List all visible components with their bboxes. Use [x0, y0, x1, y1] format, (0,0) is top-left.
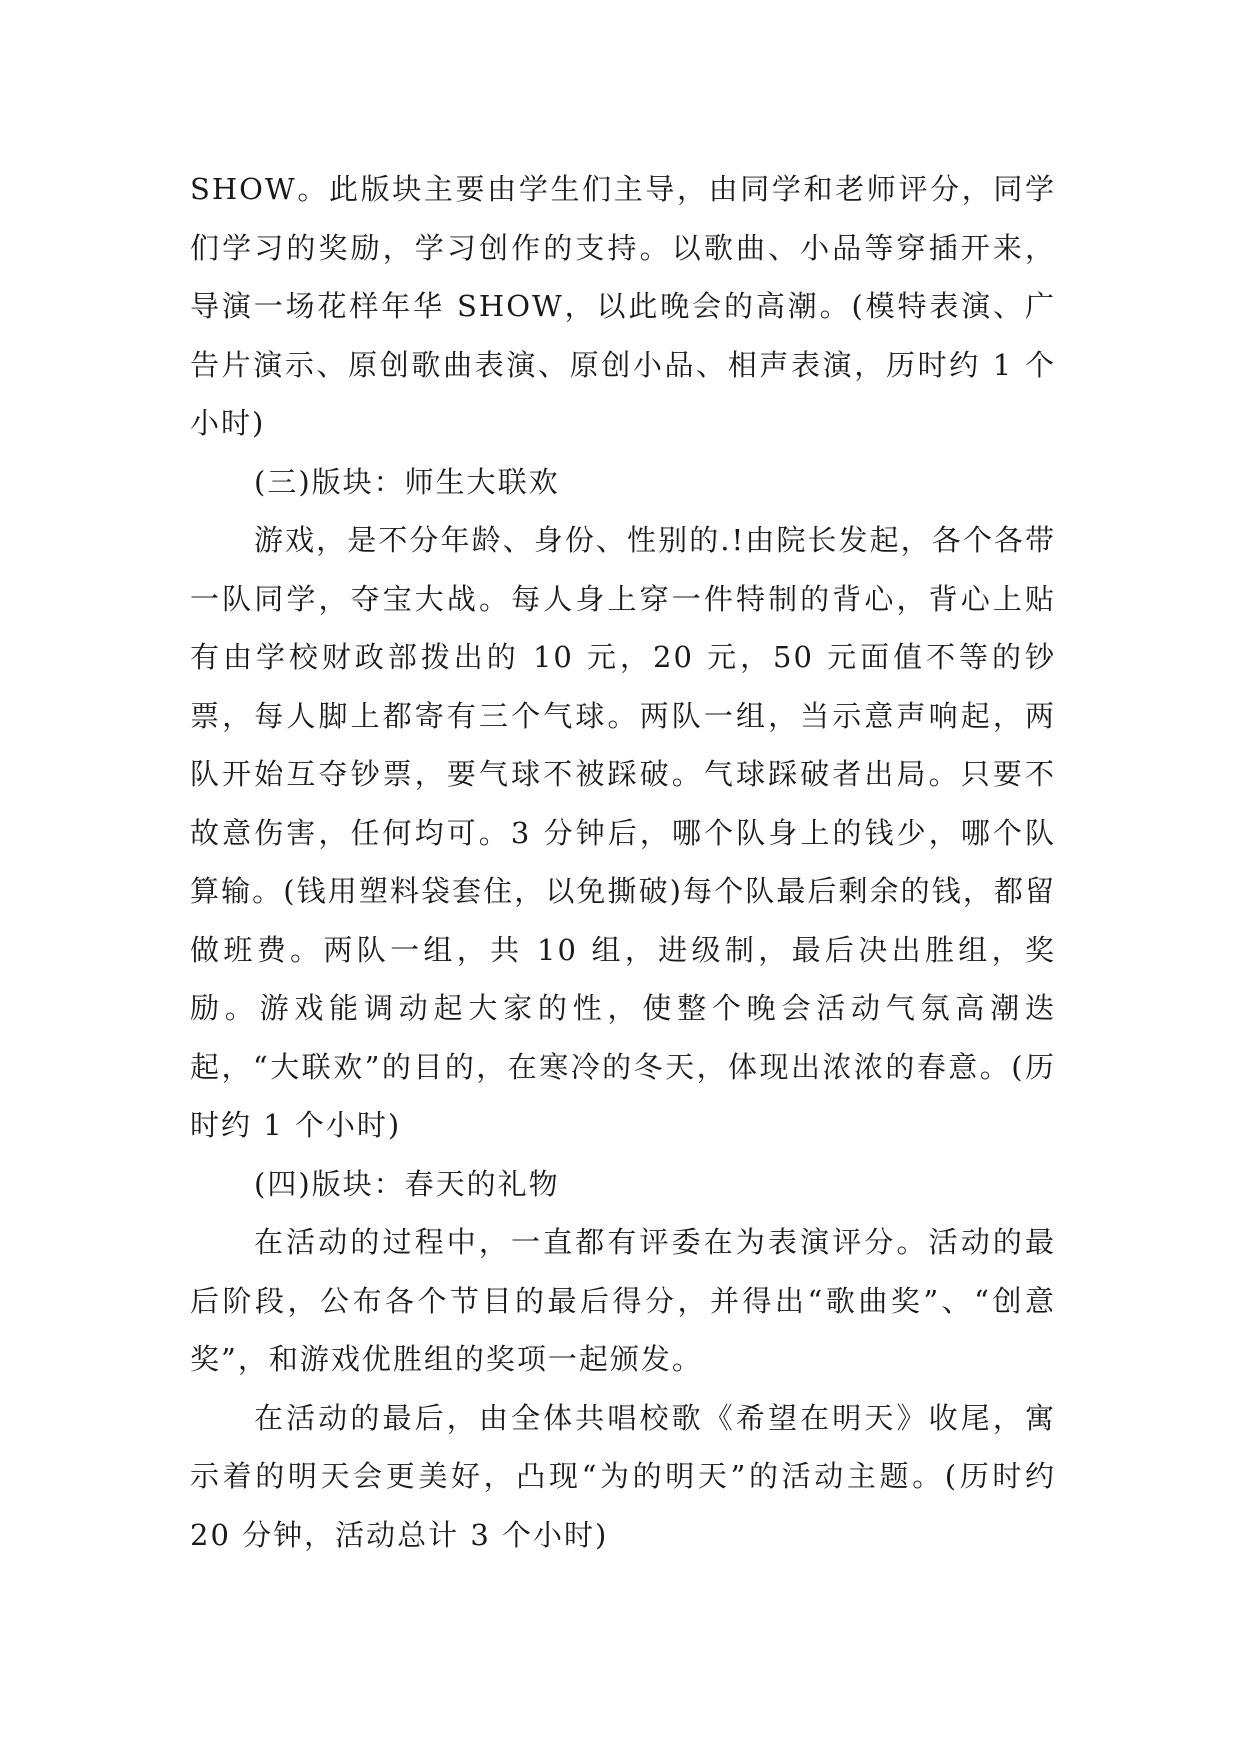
section-heading-teacher-student-party: (三)版块：师生大联欢	[254, 464, 560, 499]
paragraph-game-description: 游戏，是不分年龄、身份、性别的.!由院长发起，各个各带一队同学，夺宝大战。每人身上穿一件特制的背心，背心上贴有由学校财政部拨出的 10 元，20 元，50 元面值不等的钞票，每人脚上都寄有三个气球。两队一组，当示意声响起，两队开始互夺钞票，要气球不被踩破。气球踩破者出局。只要不故意伤害，任何均可。3 分钟后，哪个队身上的钱少，哪个队算输。(钱用塑料袋套住，以免撕破)每个队最后剩余的钱，都留做班费。两队一组，共 10 组，进级制，最后决出胜组，奖励。游戏能调动起大家的性，使整个晚会活动气氛高潮迭起，“大联欢”的目的，在寒冷的冬天，体现出浓浓的春意。(历时约 1 个小时)	[190, 523, 1056, 1142]
document-page	[190, 160, 1056, 1564]
paragraph-closing-song: 在活动的最后，由全体共唱校歌《希望在明天》收尾，寓示着的明天会更美好，凸现“为的明天”的活动主题。(历时约 20 分钟，活动总计 3 个小时)	[190, 1400, 1056, 1552]
paragraph-awards: 在活动的过程中，一直都有评委在为表演评分。活动的最后阶段，公布各个节目的最后得分，并得出“歌曲奖”、“创意奖”，和游戏优胜组的奖项一起颁发。	[190, 1225, 1056, 1376]
paragraph-show-section-continued: SHOW。此版块主要由学生们主导，由同学和老师评分，同学们学习的奖励，学习创作的支持。以歌曲、小品等穿插开来，导演一场花样年华 SHOW，以此晚会的高潮。(模特表演、广告片演示、原创歌曲表演、原创小品、相声表演，历时约 1 个小时)	[190, 172, 1056, 440]
section-heading-spring-gift: (四)版块：春天的礼物	[254, 1166, 560, 1201]
